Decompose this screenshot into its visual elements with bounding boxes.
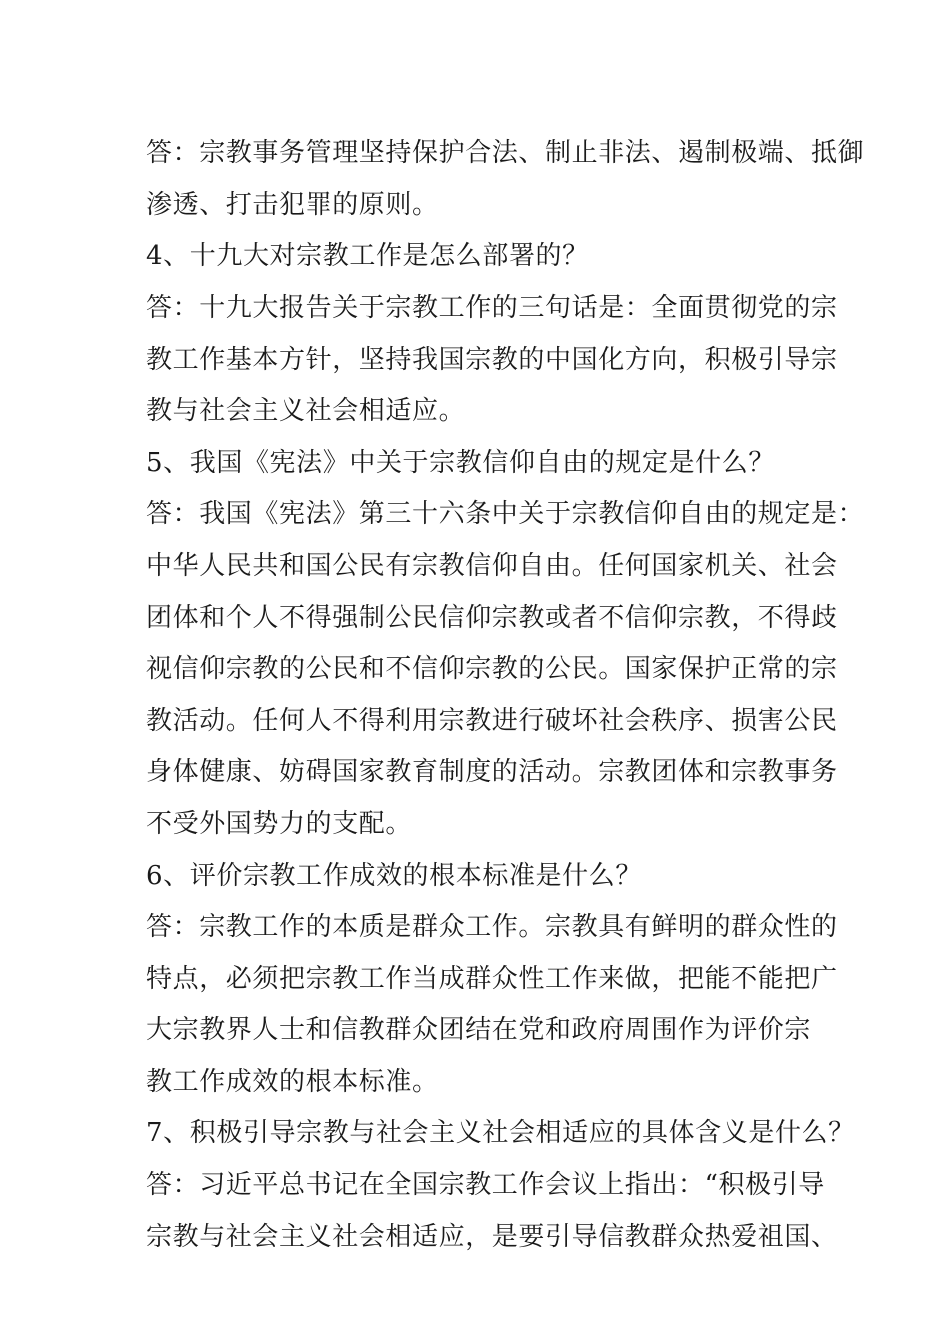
answer-line: 渗透、打击犯罪的原则。 bbox=[146, 190, 439, 220]
answer-line: 视信仰宗教的公民和不信仰宗教的公民。国家保护正常的宗 bbox=[146, 654, 838, 684]
answer-line: 团体和个人不得强制公民信仰宗教或者不信仰宗教，不得歧 bbox=[146, 603, 838, 633]
answer-line: 答：习近平总书记在全国宗教工作会议上指出：“积极引导 bbox=[146, 1170, 825, 1200]
answer-line: 身体健康、妨碍国家教育制度的活动。宗教团体和宗教事务 bbox=[146, 757, 838, 787]
answer-line: 教活动。任何人不得利用宗教进行破坏社会秩序、损害公民 bbox=[146, 706, 838, 736]
question-line: 7、积极引导宗教与社会主义社会相适应的具体含义是什么？ bbox=[146, 1118, 855, 1148]
question-line: 6、评价宗教工作成效的根本标准是什么？ bbox=[146, 861, 642, 891]
question-line: 5、我国《宪法》中关于宗教信仰自由的规定是什么？ bbox=[146, 448, 775, 478]
answer-line: 不受外国势力的支配。 bbox=[146, 809, 413, 839]
answer-line: 宗教与社会主义社会相适应，是要引导信教群众热爱祖国、 bbox=[146, 1222, 838, 1252]
answer-line: 教工作成效的根本标准。 bbox=[146, 1067, 439, 1097]
answer-line: 中华人民共和国公民有宗教信仰自由。任何国家机关、社会 bbox=[146, 551, 838, 581]
answer-line: 大宗教界人士和信教群众团结在党和政府周围作为评价宗 bbox=[146, 1015, 812, 1045]
answer-line: 答：十九大报告关于宗教工作的三句话是：全面贯彻党的宗 bbox=[146, 293, 838, 323]
answer-line: 教与社会主义社会相适应。 bbox=[146, 396, 466, 426]
question-line: 4、十九大对宗教工作是怎么部署的？ bbox=[146, 241, 589, 271]
answer-line: 答：我国《宪法》第三十六条中关于宗教信仰自由的规定是： bbox=[146, 499, 865, 529]
answer-line: 答：宗教事务管理坚持保护合法、制止非法、遏制极端、抵御 bbox=[146, 138, 865, 168]
answer-line: 答：宗教工作的本质是群众工作。宗教具有鲜明的群众性的 bbox=[146, 912, 838, 942]
answer-line: 特点，必须把宗教工作当成群众性工作来做，把能不能把广 bbox=[146, 964, 838, 994]
answer-line: 教工作基本方针，坚持我国宗教的中国化方向，积极引导宗 bbox=[146, 345, 838, 375]
